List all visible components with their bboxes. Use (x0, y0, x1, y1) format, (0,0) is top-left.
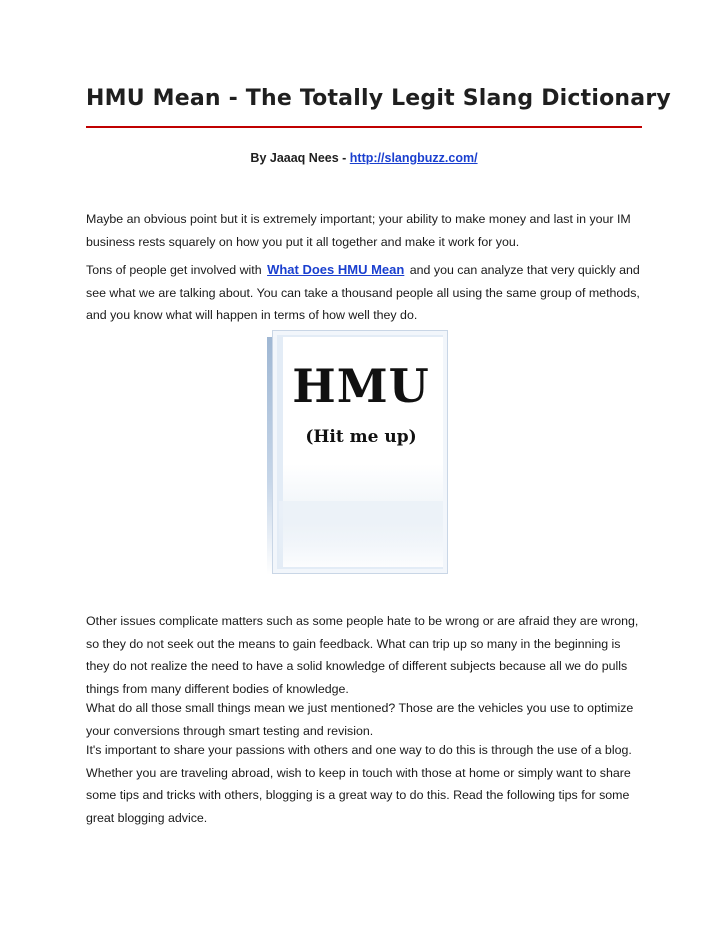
what-does-hmu-mean-link[interactable]: What Does HMU Mean (267, 262, 405, 277)
paragraph-2-lead: Tons of people get involved with (86, 263, 266, 277)
paragraph-1: Maybe an obvious point but it is extremely important; your ability to make money and last in your IM business rests squarely on how you put it all together and make it work for you. (86, 212, 631, 249)
document-title: HMU Mean - The Totally Legit Slang Dictionary (86, 86, 671, 111)
byline-link[interactable]: http://slangbuzz.com/ (349, 151, 478, 165)
paragraph-2 (86, 259, 646, 327)
paragraph-3: Other issues complicate matters such as some people hate to be wrong or are afraid they are wrong, so they do not seek out the means to gain feedback. What can trip up so many in the beginning is they do not realize the need to have a solid knowledge of different subjects because all we do pulls things from many different bodies of knowledge. (86, 614, 639, 696)
paragraph-5: It's important to share your passions with others and one way to do this is through the use of a blog. Whether you are traveling abroad, wish to keep in touch with those at home or simply want to share some tips and tricks with others, blogging is a great way to do this. Read the following tips for some great blogging advice. (86, 743, 632, 825)
paragraph-2-rest: and you can analyze that very quickly and see what we are talking about. You can take a thousand people all using the same group of methods, and you know what will happen in terms of how well they do. (86, 263, 640, 322)
hmu-image-subtitle: (Hit me up) (305, 427, 417, 447)
hmu-image (272, 330, 448, 574)
byline (86, 151, 642, 165)
hmu-image-big-text: HMU (292, 359, 430, 413)
hmu-image-reflection (279, 501, 443, 571)
paragraph-4: What do all those small things mean we just mentioned? Those are the vehicles you use to optimize your conversions through smart testing and revision. (86, 701, 634, 738)
hmu-image-card (272, 330, 448, 574)
byline-author: By Jaaaq Nees - (250, 151, 350, 165)
title-underline-rule (86, 126, 642, 128)
